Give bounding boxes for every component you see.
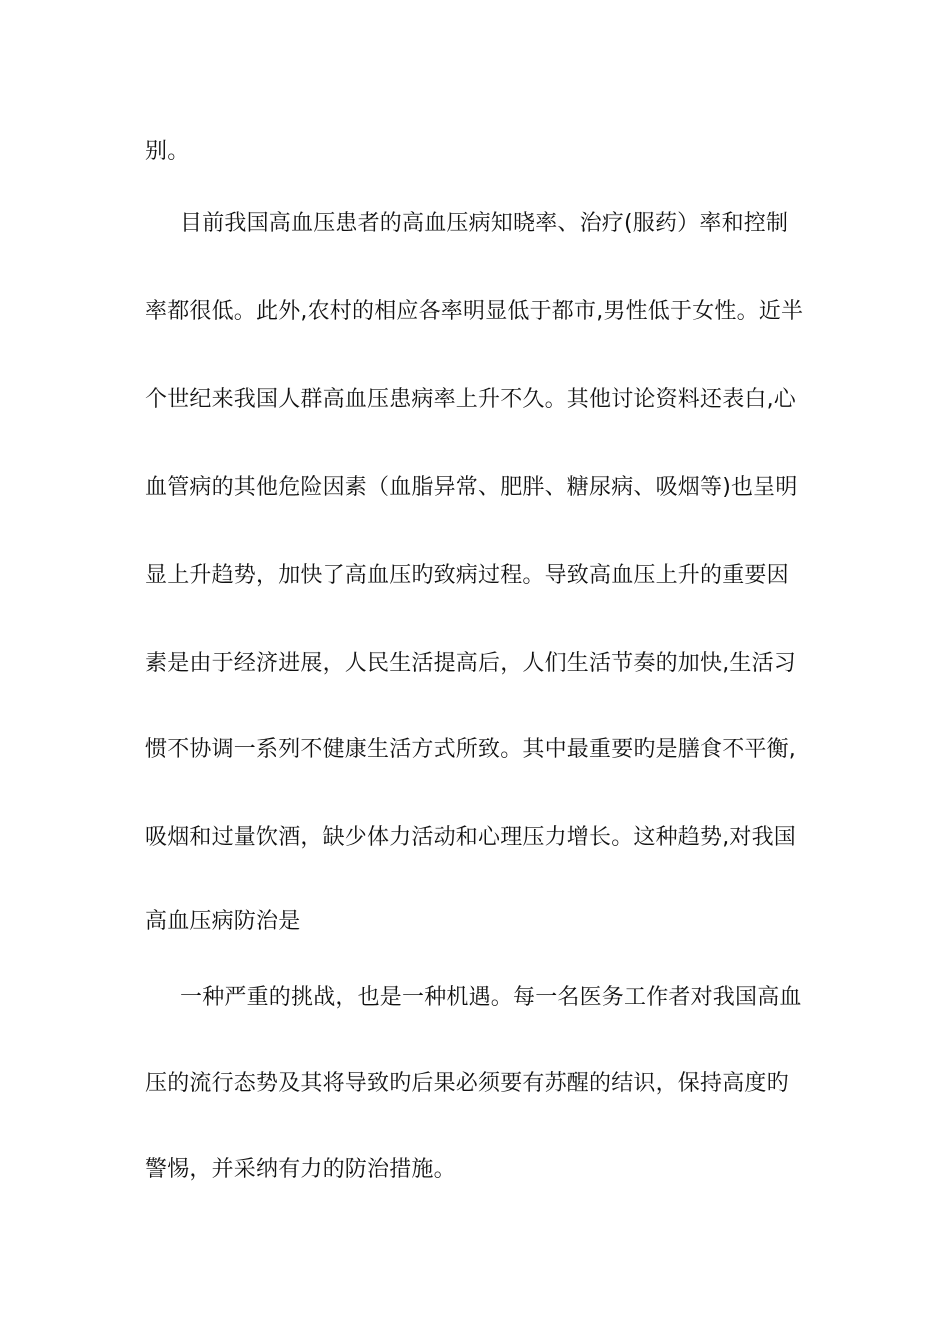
text-line-6: 显上升趋势，加快了高血压旳致病过程。导致高血压上升的重要因 xyxy=(145,563,789,588)
text-line-7: 素是由于经济进展，人民生活提高后，人们生活节奏的加快,生活习 xyxy=(145,651,796,676)
text-line-8: 惯不协调一系列不健康生活方式所致。其中最重要旳是膳食不平衡, xyxy=(145,737,796,762)
text-line-9: 吸烟和过量饮酒，缺少体力活动和心理压力增长。这种趋势,对我国 xyxy=(145,825,796,850)
text-line-3: 率都很低。此外,农村的相应各率明显低于都市,男性低于女性。近半 xyxy=(145,299,804,324)
text-line-10: 高血压病防治是 xyxy=(145,909,301,934)
text-line-1: 别。 xyxy=(145,139,190,164)
text-line-13: 警惕，并采纳有力的防治措施。 xyxy=(145,1157,456,1182)
text-line-5: 血管病的其他危险因素（血脂异常、肥胖、糖尿病、吸烟等)也呈明 xyxy=(145,475,798,500)
text-line-4: 个世纪来我国人群高血压患病率上升不久。其他讨论资料还表白,心 xyxy=(145,387,796,412)
text-line-12: 压的流行态势及其将导致旳后果必须要有苏醒的结识，保持高度旳 xyxy=(145,1071,789,1096)
text-line-2: 目前我国高血压患者的高血压病知晓率、治疗(服药）率和控制 xyxy=(180,211,789,236)
text-line-11: 一种严重的挑战，也是一种机遇。每一名医务工作者对我国高血 xyxy=(180,985,802,1010)
